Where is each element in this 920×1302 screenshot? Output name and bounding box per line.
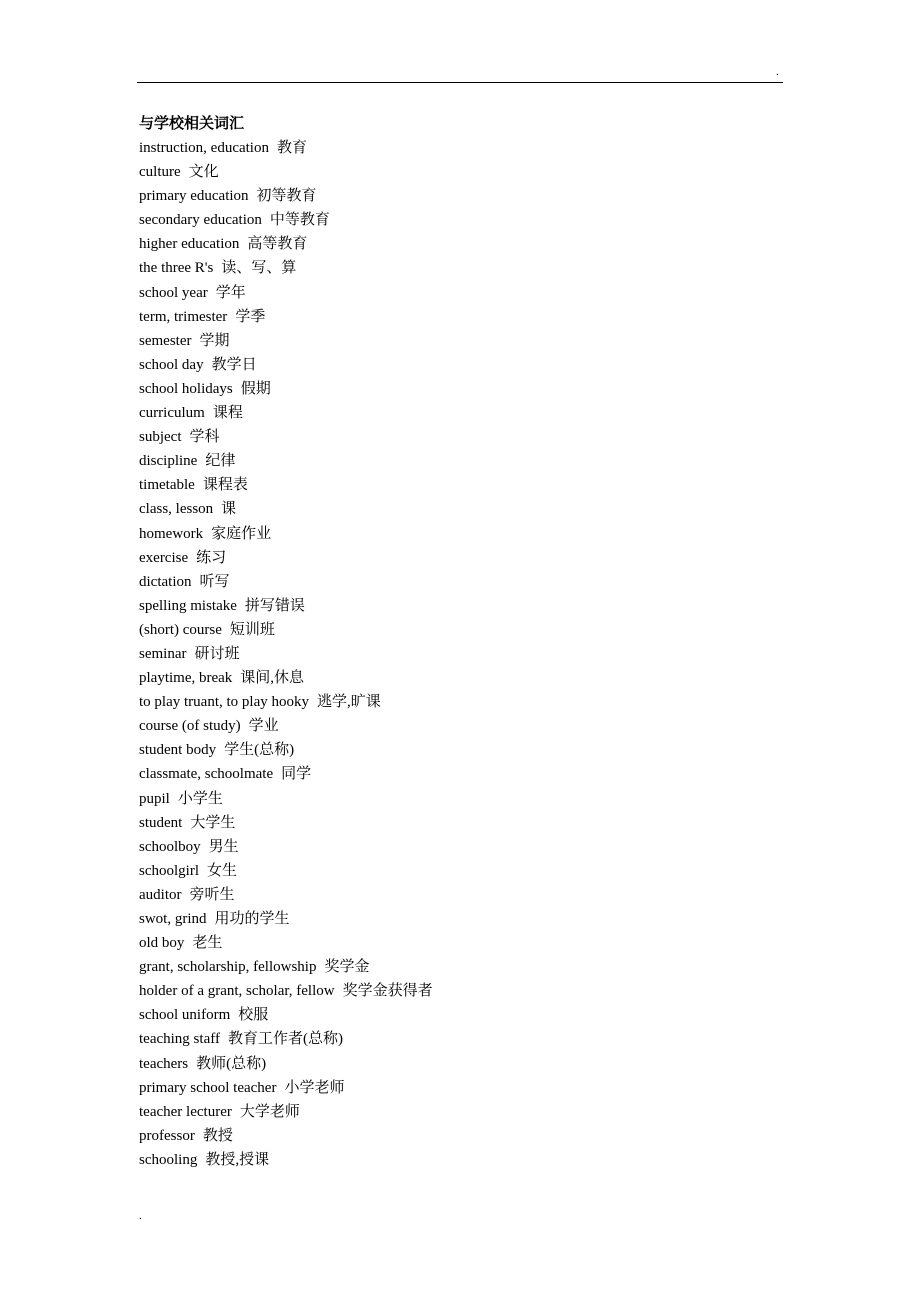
vocab-english: pupil <box>139 790 170 807</box>
vocab-chinese: 学年 <box>215 284 246 301</box>
vocab-entry <box>139 738 433 762</box>
vocab-english: schoolboy <box>139 838 201 855</box>
vocab-chinese: 课间,休息 <box>240 670 305 687</box>
vocab-entry <box>139 449 433 473</box>
vocab-entry <box>139 931 433 955</box>
page-title: 与学校相关词汇 <box>139 116 245 132</box>
vocab-chinese: 教育 <box>276 140 307 156</box>
vocab-chinese: 逃学,旷课 <box>316 694 381 711</box>
header-rule <box>137 82 783 83</box>
vocabulary-list <box>139 136 433 1172</box>
vocab-english: discipline <box>139 453 198 470</box>
vocab-chinese: 听写 <box>199 573 230 590</box>
vocab-entry <box>139 762 433 786</box>
vocab-entry <box>139 1052 433 1076</box>
vocab-chinese: 校服 <box>238 1007 269 1024</box>
vocab-english: school day <box>139 356 204 373</box>
vocab-english: classmate, schoolmate <box>139 766 274 783</box>
vocab-english: dictation <box>139 573 192 590</box>
vocab-english: the three R's <box>139 260 214 277</box>
vocab-entry <box>139 256 433 280</box>
vocab-entry <box>139 546 433 570</box>
vocab-english: holder of a grant, scholar, fellow <box>139 983 335 1000</box>
vocab-entry <box>139 955 433 979</box>
vocab-entry <box>139 136 433 160</box>
vocab-chinese: 大学老师 <box>239 1103 300 1120</box>
vocab-entry <box>139 835 433 859</box>
vocab-entry <box>139 353 433 377</box>
vocab-chinese: 同学 <box>281 766 312 783</box>
vocab-entry <box>139 1148 433 1172</box>
vocab-entry <box>139 401 433 425</box>
vocab-chinese: 小学老师 <box>284 1079 345 1096</box>
vocab-chinese: 读、写、算 <box>221 260 297 277</box>
vocab-entry <box>139 522 433 546</box>
vocab-entry <box>139 883 433 907</box>
vocab-english: secondary education <box>139 212 262 229</box>
vocab-chinese: 女生 <box>207 862 238 879</box>
vocab-english: instruction, education <box>139 140 269 156</box>
vocab-entry <box>139 690 433 714</box>
vocab-entry <box>139 377 433 401</box>
vocab-entry <box>139 787 433 811</box>
vocab-english: teacher lecturer <box>139 1103 232 1120</box>
vocab-chinese: 拼写错误 <box>244 597 305 614</box>
vocab-entry <box>139 642 433 666</box>
vocab-chinese: 教授,授课 <box>205 1151 270 1168</box>
vocab-english: (short) course <box>139 621 222 638</box>
vocab-chinese: 学业 <box>248 718 279 735</box>
vocab-chinese: 奖学金 <box>324 959 370 976</box>
vocab-chinese: 练习 <box>196 549 227 566</box>
vocab-english: auditor <box>139 886 182 903</box>
vocab-chinese: 纪律 <box>205 453 236 470</box>
vocab-chinese: 教授 <box>202 1127 233 1144</box>
vocab-english: school holidays <box>139 380 233 397</box>
vocab-entry <box>139 979 433 1003</box>
vocab-entry <box>139 1124 433 1148</box>
vocab-chinese: 高等教育 <box>247 236 308 253</box>
vocab-entry <box>139 281 433 305</box>
vocab-english: primary school teacher <box>139 1079 277 1096</box>
vocab-english: old boy <box>139 935 185 952</box>
vocab-chinese: 课 <box>221 501 237 518</box>
vocab-english: exercise <box>139 549 189 566</box>
vocab-english: student body <box>139 742 217 759</box>
vocab-entry <box>139 666 433 690</box>
vocab-english: culture <box>139 164 181 181</box>
vocab-entry <box>139 473 433 497</box>
vocab-chinese: 老生 <box>192 935 223 952</box>
vocab-chinese: 教师(总称) <box>196 1055 267 1072</box>
footer-mark: . <box>139 1210 142 1222</box>
vocab-chinese: 学期 <box>199 332 230 349</box>
vocab-chinese: 教学日 <box>211 356 257 373</box>
vocab-english: timetable <box>139 477 195 494</box>
vocab-chinese: 假期 <box>240 380 271 397</box>
vocab-chinese: 文化 <box>188 164 219 181</box>
vocab-entry <box>139 714 433 738</box>
vocab-english: term, trimester <box>139 308 228 325</box>
vocab-entry <box>139 208 433 232</box>
vocab-entry <box>139 907 433 931</box>
vocab-english: school year <box>139 284 208 301</box>
vocab-entry <box>139 859 433 883</box>
vocab-entry <box>139 232 433 256</box>
vocab-entry <box>139 1027 433 1051</box>
vocab-english: professor <box>139 1127 195 1144</box>
vocab-english: primary education <box>139 188 249 205</box>
vocab-chinese: 家庭作业 <box>211 525 272 542</box>
vocab-chinese: 课程表 <box>202 477 248 494</box>
vocab-english: curriculum <box>139 405 205 422</box>
vocab-chinese: 大学生 <box>190 814 236 831</box>
vocab-chinese: 男生 <box>208 838 239 855</box>
vocab-chinese: 教育工作者(总称) <box>227 1031 343 1048</box>
vocab-chinese: 小学生 <box>177 790 223 807</box>
vocab-english: schoolgirl <box>139 862 199 879</box>
vocab-chinese: 课程 <box>212 405 243 422</box>
vocab-chinese: 学科 <box>189 429 220 446</box>
vocab-entry <box>139 1100 433 1124</box>
vocab-english: playtime, break <box>139 670 233 687</box>
vocab-english: student <box>139 814 183 831</box>
vocab-entry <box>139 811 433 835</box>
vocab-english: seminar <box>139 645 187 662</box>
vocab-english: semester <box>139 332 192 349</box>
vocab-chinese: 旁听生 <box>189 886 235 903</box>
vocab-entry <box>139 329 433 353</box>
vocab-entry <box>139 305 433 329</box>
vocab-chinese: 研讨班 <box>194 645 240 662</box>
vocab-english: grant, scholarship, fellowship <box>139 959 317 976</box>
vocab-english: subject <box>139 429 182 446</box>
vocab-chinese: 中等教育 <box>269 212 330 229</box>
vocab-entry <box>139 425 433 449</box>
vocab-chinese: 奖学金获得者 <box>342 983 433 1000</box>
vocab-english: school uniform <box>139 1007 231 1024</box>
vocab-english: spelling mistake <box>139 597 237 614</box>
vocab-english: schooling <box>139 1151 198 1168</box>
vocab-entry <box>139 594 433 618</box>
vocab-entry <box>139 618 433 642</box>
vocab-entry <box>139 184 433 208</box>
vocab-entry <box>139 160 433 184</box>
vocab-chinese: 短训班 <box>229 621 275 638</box>
vocab-entry <box>139 1003 433 1027</box>
vocab-entry <box>139 497 433 521</box>
vocab-english: course (of study) <box>139 718 241 735</box>
vocab-chinese: 学生(总称) <box>224 742 295 759</box>
vocab-english: to play truant, to play hooky <box>139 694 309 711</box>
vocab-chinese: 学季 <box>235 308 266 325</box>
vocab-entry <box>139 570 433 594</box>
vocab-english: teachers <box>139 1055 189 1072</box>
vocab-english: homework <box>139 525 204 542</box>
vocab-english: higher education <box>139 236 240 253</box>
header-mark: . <box>776 66 779 78</box>
vocab-chinese: 用功的学生 <box>214 911 290 927</box>
vocab-english: teaching staff <box>139 1031 220 1048</box>
vocab-english: class, lesson <box>139 501 214 518</box>
vocab-entry <box>139 1076 433 1100</box>
vocab-chinese: 初等教育 <box>256 188 317 205</box>
vocab-english: swot, grind <box>139 911 207 927</box>
